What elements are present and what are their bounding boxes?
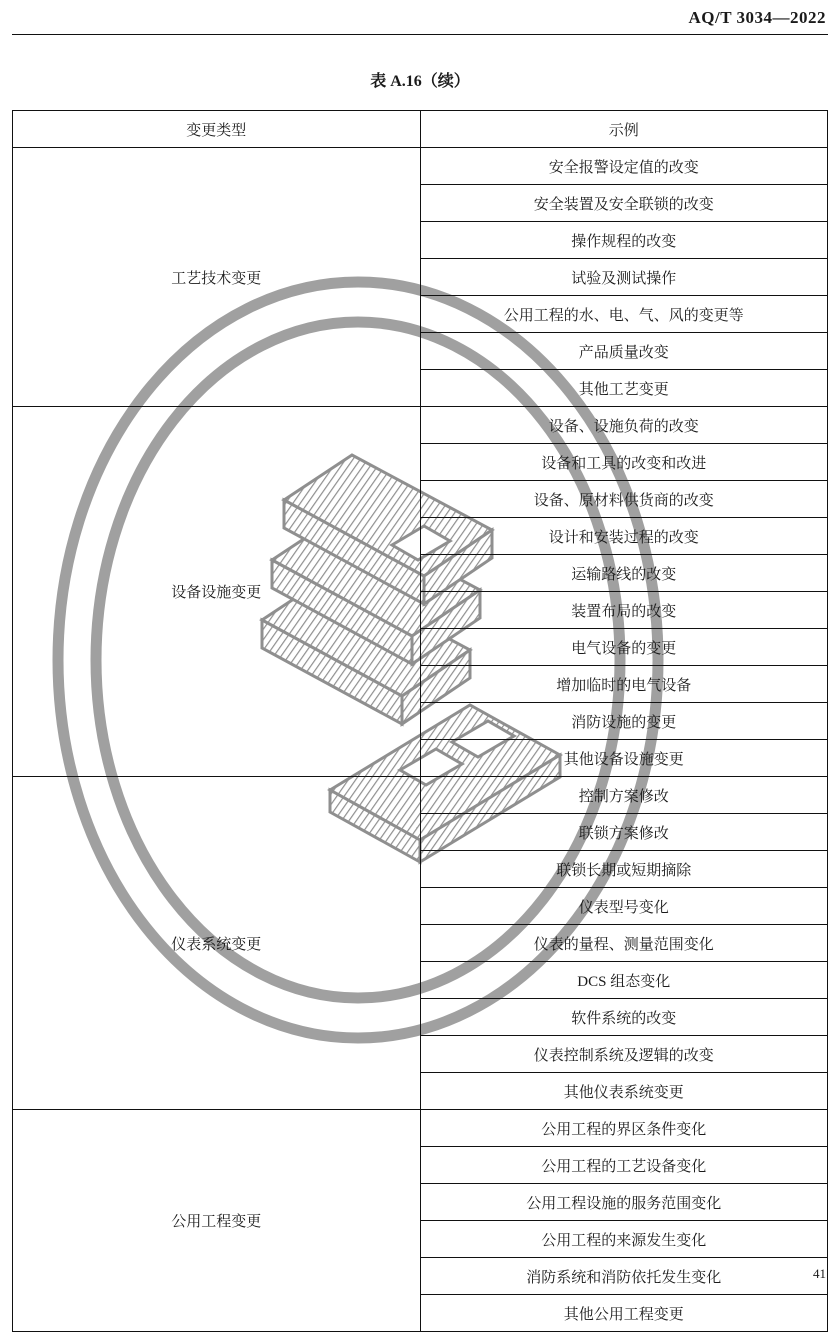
example-cell: 装置布局的改变	[420, 592, 828, 629]
example-cell: 其他公用工程变更	[420, 1295, 828, 1332]
category-cell: 设备设施变更	[13, 407, 421, 777]
example-cell: 其他仪表系统变更	[420, 1073, 828, 1110]
example-cell: 公用工程的来源发生变化	[420, 1221, 828, 1258]
table-row	[13, 148, 828, 185]
example-cell: 其他工艺变更	[420, 370, 828, 407]
example-cell: 设备、原材料供货商的改变	[420, 481, 828, 518]
table-caption: 表 A.16（续）	[370, 73, 470, 90]
example-cell: 安全报警设定值的改变	[420, 148, 828, 185]
change-type-table-container	[12, 110, 828, 1332]
column-header-example: 示例	[420, 111, 828, 148]
example-cell: 操作规程的改变	[420, 222, 828, 259]
header-divider	[12, 34, 828, 35]
example-cell: 联锁方案修改	[420, 814, 828, 851]
table-row	[13, 1110, 828, 1147]
table-row	[13, 407, 828, 444]
standard-code: AQ/T 3034—2022	[688, 8, 826, 27]
category-cell: 公用工程变更	[13, 1110, 421, 1332]
example-cell: 消防系统和消防依托发生变化	[420, 1258, 828, 1295]
example-cell: 公用工程设施的服务范围变化	[420, 1184, 828, 1221]
example-cell: 仪表的量程、测量范围变化	[420, 925, 828, 962]
page-number: 41	[813, 1266, 826, 1281]
example-cell: 公用工程的界区条件变化	[420, 1110, 828, 1147]
example-cell: 其他设备设施变更	[420, 740, 828, 777]
table-row	[13, 777, 828, 814]
column-header-change-type: 变更类型	[13, 111, 421, 148]
change-type-table	[12, 110, 828, 1332]
example-cell: 仪表型号变化	[420, 888, 828, 925]
example-cell: 设备、设施负荷的改变	[420, 407, 828, 444]
example-cell: 仪表控制系统及逻辑的改变	[420, 1036, 828, 1073]
example-cell: 设计和安装过程的改变	[420, 518, 828, 555]
example-cell: DCS 组态变化	[420, 962, 828, 999]
example-cell: 软件系统的改变	[420, 999, 828, 1036]
example-cell: 控制方案修改	[420, 777, 828, 814]
example-cell: 设备和工具的改变和改进	[420, 444, 828, 481]
example-cell: 产品质量改变	[420, 333, 828, 370]
example-cell: 消防设施的变更	[420, 703, 828, 740]
example-cell: 安全装置及安全联锁的改变	[420, 185, 828, 222]
example-cell: 增加临时的电气设备	[420, 666, 828, 703]
table-header-row	[13, 111, 828, 148]
example-cell: 试验及测试操作	[420, 259, 828, 296]
example-cell: 公用工程的工艺设备变化	[420, 1147, 828, 1184]
example-cell: 电气设备的变更	[420, 629, 828, 666]
table-body	[13, 111, 828, 1332]
category-cell: 仪表系统变更	[13, 777, 421, 1110]
category-cell: 工艺技术变更	[13, 148, 421, 407]
example-cell: 联锁长期或短期摘除	[420, 851, 828, 888]
example-cell: 运输路线的改变	[420, 555, 828, 592]
example-cell: 公用工程的水、电、气、风的变更等	[420, 296, 828, 333]
